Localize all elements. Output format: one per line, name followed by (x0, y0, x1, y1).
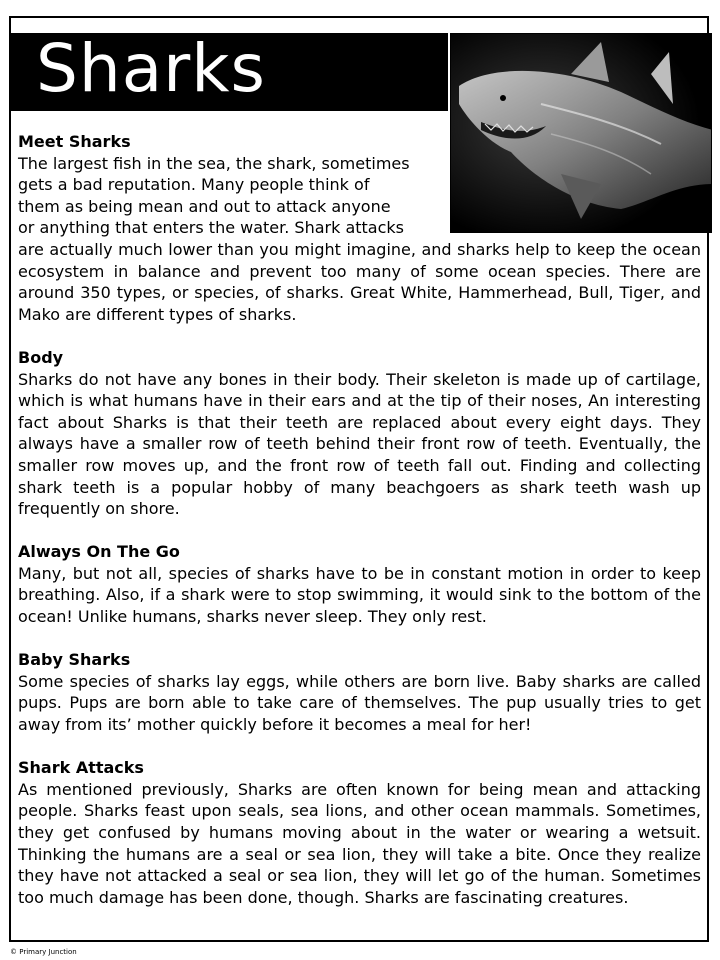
paragraph-line: or anything that enters the water. Shark attacks (18, 218, 405, 238)
section-paragraph: Some species of sharks lay eggs, while others are born live. Baby sharks are called pups. Pups are born able to take care of themselves. The pup usually tries to get away from its’ mother quickly before it becomes a meal for her! (18, 671, 701, 735)
section-paragraph: Sharks do not have any bones in their body. Their skeleton is made up of cartilage, which is what humans have in their ears and at the tip of their noses, An interesting fact about Sharks is that their teeth are replaced about every eight days. They always have a smaller row of teeth behind their front row of teeth. Eventually, the smaller row moves up, and the front row of teeth fall out. Finding and collecting shark teeth is a popular hobby of many beachgoers as shark teeth wash up frequently on shore. (18, 369, 701, 519)
section-heading: Body (18, 347, 64, 367)
title-banner (11, 30, 448, 111)
section-paragraph: are actually much lower than you might imagine, and sharks help to keep the ocean ecosystem in balance and prevent too many of some ocean species. There are around 350 types, or species, of sharks. Great White, Hammerhead, Bull, Tiger, and Mako are different types of sharks. (18, 239, 701, 324)
section-heading: Meet Sharks (18, 132, 131, 151)
section-meet-sharks (18, 131, 701, 325)
copyright-footer: © Primary Junction (10, 948, 77, 956)
section-body (18, 347, 701, 520)
paragraph-line: gets a bad reputation. Many people think of (18, 175, 370, 195)
article-body (18, 131, 701, 930)
section-heading: Shark Attacks (18, 758, 144, 778)
section-heading: Baby Sharks (18, 650, 131, 670)
section-always-on-the-go (18, 541, 701, 627)
page-title: Sharks (36, 30, 266, 107)
section-paragraph: Many, but not all, species of sharks have to be in constant motion in order to keep breathing. Also, if a shark were to stop swimming, it would sink to the bottom of the ocean! Unlike humans, sharks never sleep. They only rest. (18, 563, 701, 627)
paragraph-line: The largest fish in the sea, the shark, sometimes (18, 153, 410, 173)
section-paragraph: As mentioned previously, Sharks are often known for being mean and attacking people. Sharks feast upon seals, sea lions, and other ocean mammals. Sometimes, they get confused by humans moving about in the water or wearing a wetsuit. Thinking the humans are a seal or sea lion, they will take a bite. Once they realize they have not attacked a seal or sea lion, they will let go of the human. Sometimes too much damage has been done, though. Sharks are fascinating creatures. (18, 779, 701, 907)
section-baby-sharks (18, 649, 701, 735)
section-shark-attacks (18, 757, 701, 908)
paragraph-line: them as being mean and out to attack anyone (18, 196, 391, 216)
section-heading: Always On The Go (18, 542, 180, 562)
